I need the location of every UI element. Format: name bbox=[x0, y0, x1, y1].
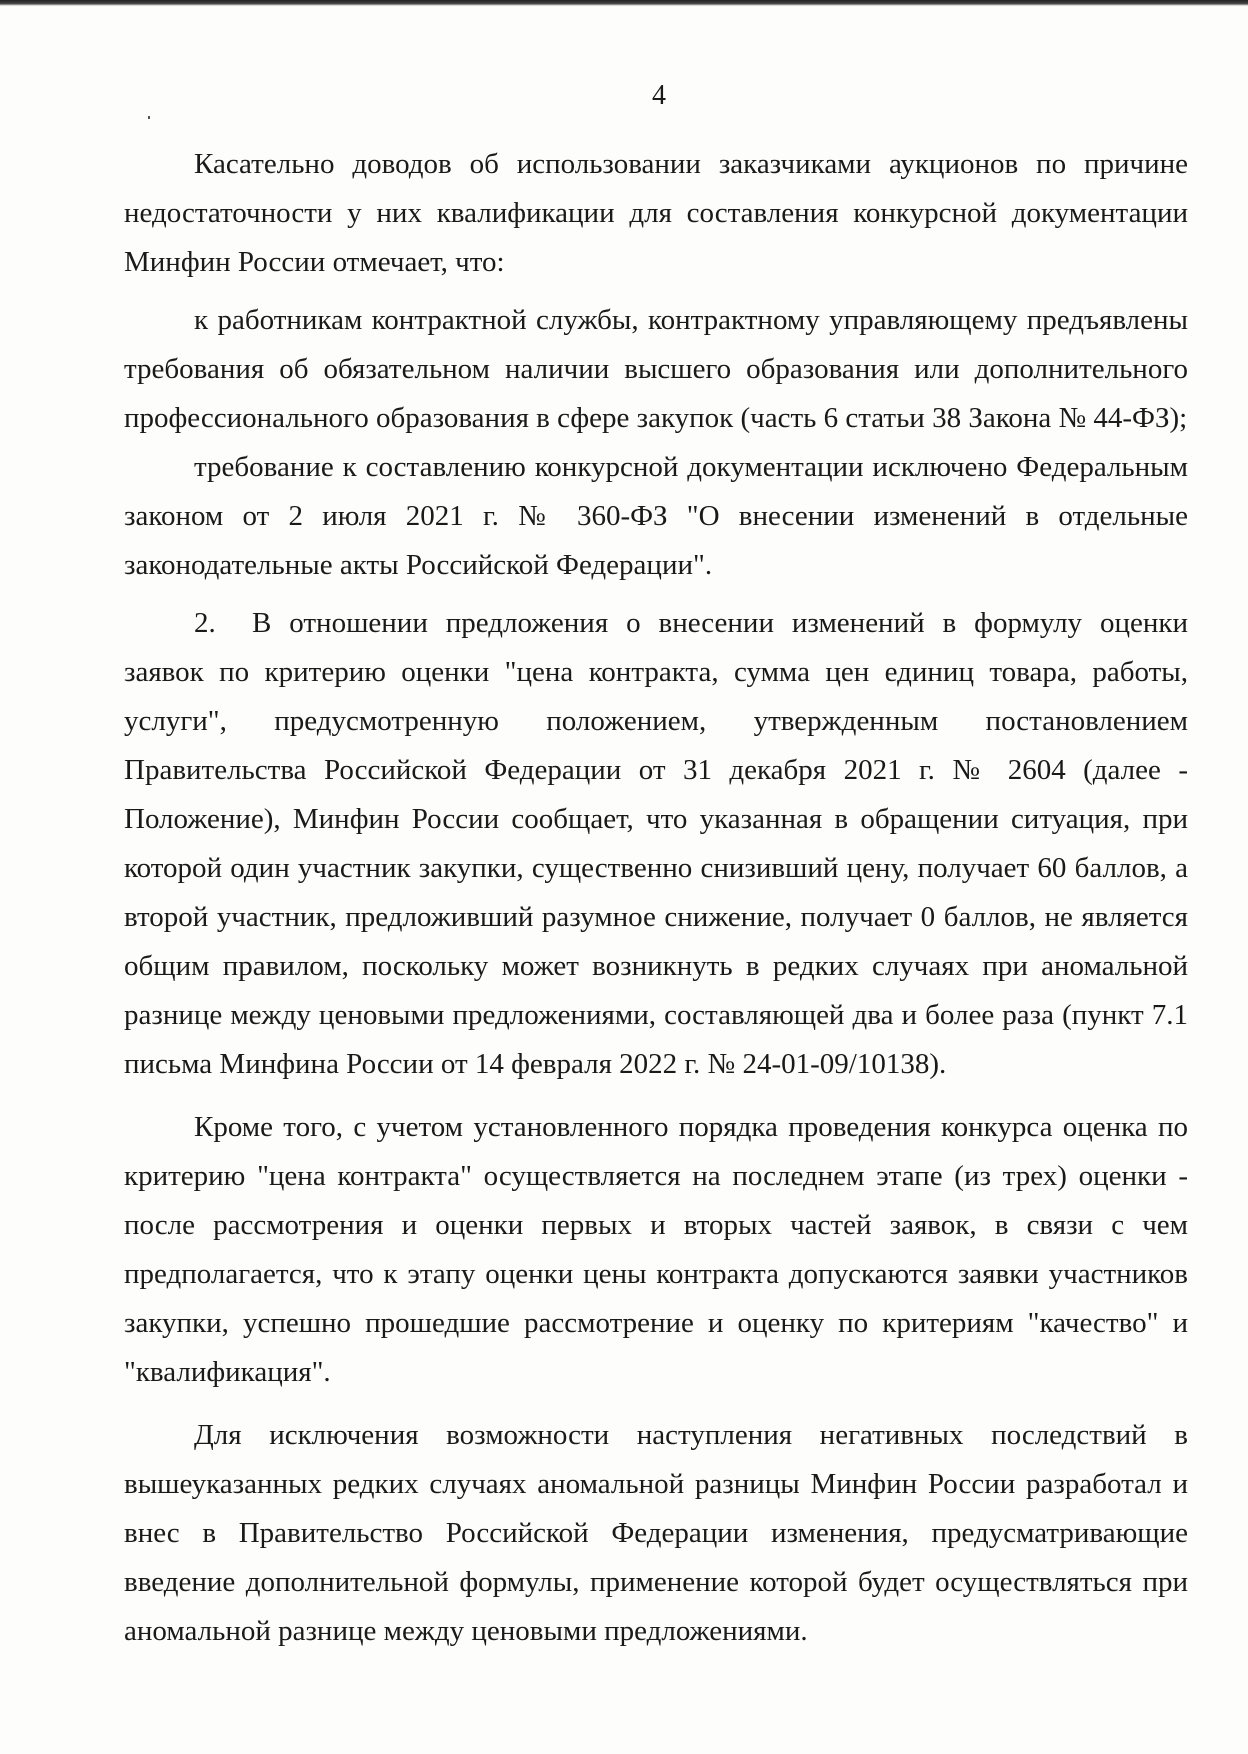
scan-speck bbox=[148, 116, 150, 119]
scan-top-edge bbox=[0, 0, 1248, 6]
paragraph-documentation-requirement: требование к составлению конкурсной документации исключено Федеральным законом от 2 июля 2021 г. № 360-ФЗ "О внесении изменений в отдельные законодательные акты Российской Федерации". bbox=[124, 451, 1188, 581]
page-number: 4 bbox=[652, 80, 666, 111]
item-number: 2. bbox=[194, 607, 216, 639]
paragraph-qualification-intro: Касательно доводов об использовании заказчиками аукционов по причине недостаточности у них квалификации для составления конкурсной документации Минфин России отмечает, что: bbox=[124, 148, 1188, 278]
paragraph-price-evaluation: Кроме того, с учетом установленного порядка проведения конкурса оценка по критерию "цена контракта" осуществляется на последнем этапе (из трех) оценки - после рассмотрения и оценки первых и вторых частей заявок, в связи с чем предполагается, что к этапу оценки цены контракта допускаются заявки участников закупки, успешно прошедшие рассмотрение и оценку по критериям "качество" и "квалификация". bbox=[124, 1111, 1188, 1388]
paragraph-additional-formula: Для исключения возможности наступления негативных последствий в вышеуказанных редких случаях аномальной разницы Минфин России разработал и внес в Правительство Российской Федерации изменения, предусматривающие введение дополнительной формулы, применение которой будет осуществляться при аномальной разнице между ценовыми предложениями. bbox=[124, 1419, 1188, 1647]
paragraph-item-2-text: В отношении предложения о внесении изменений в формулу оценки заявок по критерию оценки "цена контракта, сумма цен единиц товара, работы, услуги", предусмотренную положением, утвержденным постановлением Правительства Российской Федерации от 31 декабря 2021 г. № 2604 (далее - Положение), Минфин России сообщает, что указанная в обращении ситуация, при которой один участник закупки, существенно снизивший цену, получает 60 баллов, а второй участник, предложивший разумное снижение, получает 0 баллов, не является общим правилом, поскольку может возникнуть в редких случаях при аномальной разнице между ценовыми предложениями, составляющей два и более раза (пункт 7.1 письма Минфина России от 14 февраля 2022 г. № 24-01-09/10138). bbox=[124, 607, 1188, 1080]
paragraph-contract-service: к работникам контрактной службы, контрактному управляющему предъявлены требования об обязательном наличии высшего образования или дополнительного профессионального образования в сфере закупок (часть 6 статьи 38 Закона № 44-ФЗ); bbox=[124, 304, 1188, 434]
document-body bbox=[124, 140, 1188, 1656]
paragraph-item-2 bbox=[124, 599, 1188, 1089]
